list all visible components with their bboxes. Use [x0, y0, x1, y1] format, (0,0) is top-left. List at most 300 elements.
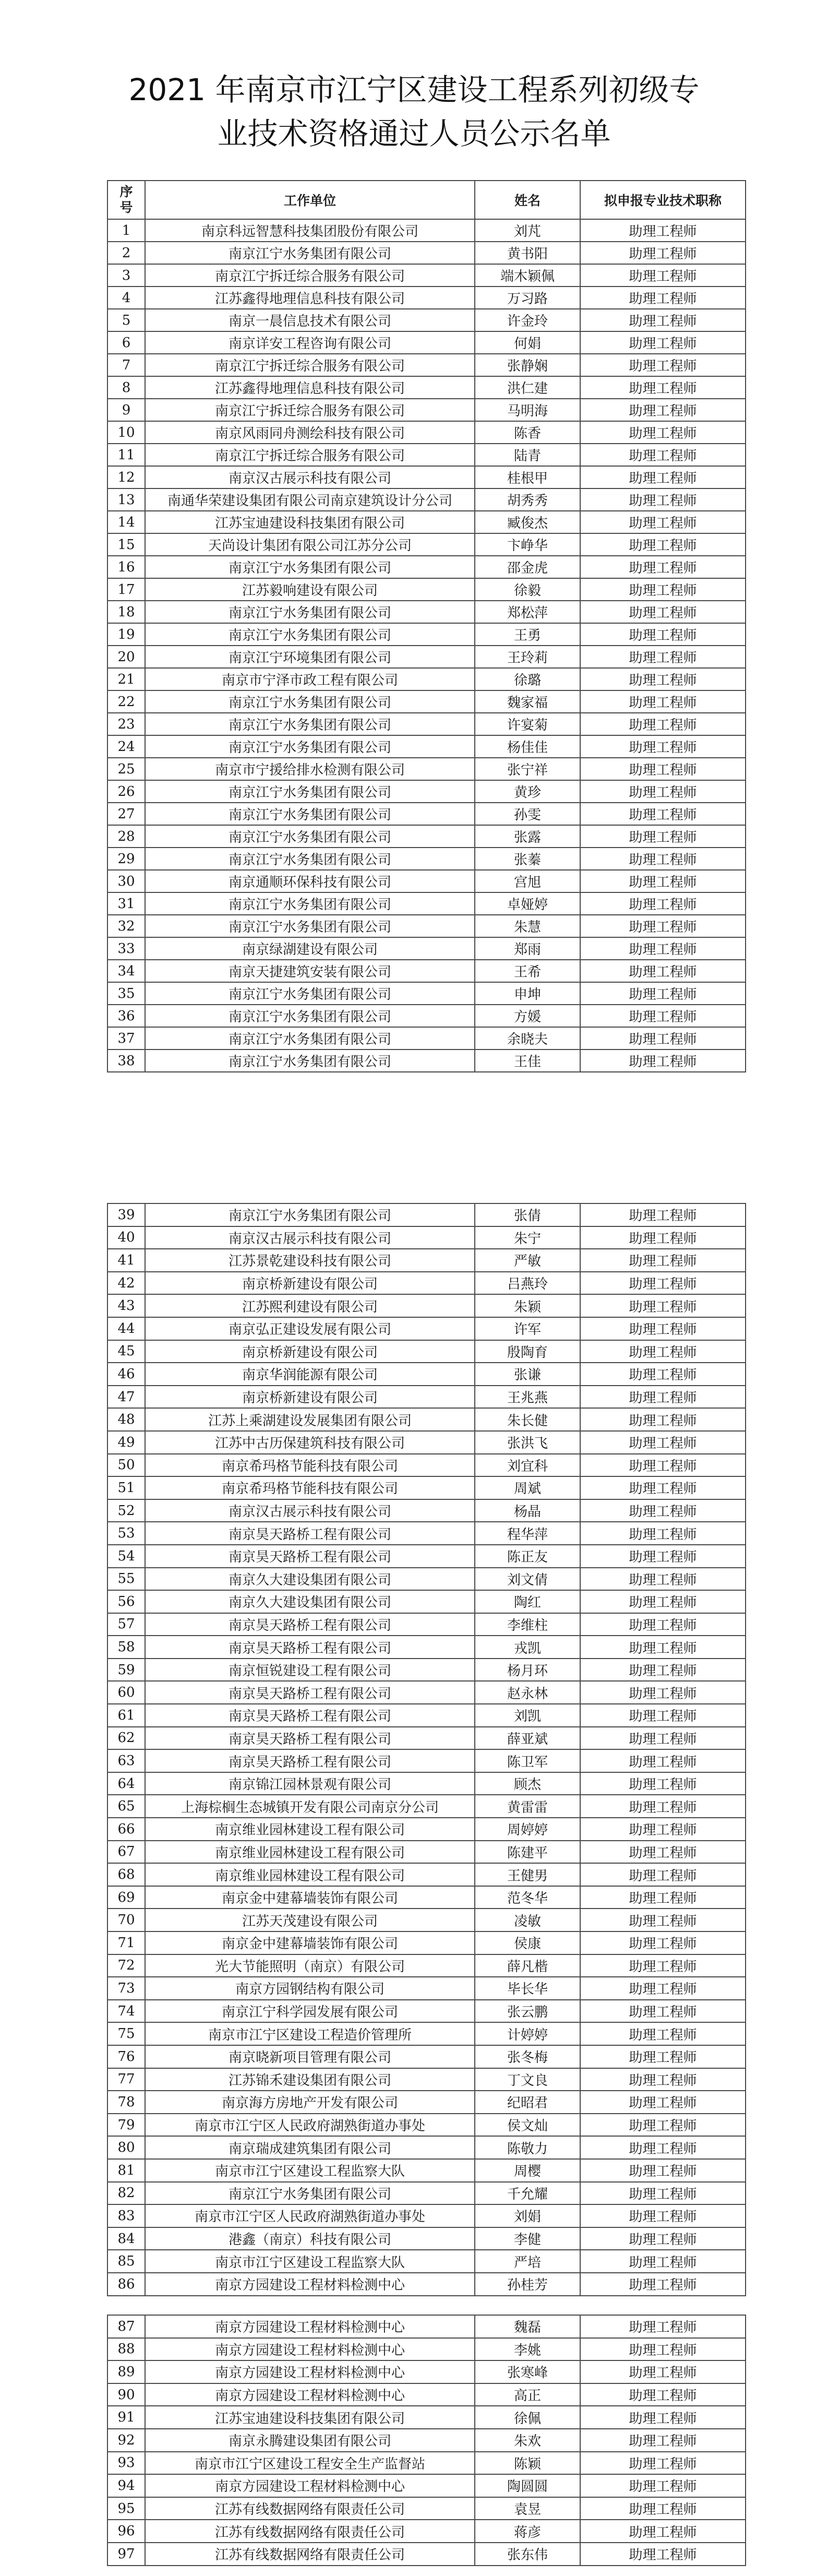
cell-seq: 19 — [107, 623, 145, 646]
cell-title: 助理工程师 — [580, 2273, 746, 2296]
cell-seq: 35 — [107, 982, 145, 1005]
cell-title: 助理工程师 — [580, 2250, 746, 2273]
table-row — [107, 1545, 746, 1568]
cell-seq: 67 — [107, 1841, 145, 1864]
cell-name: 马明海 — [475, 399, 580, 421]
cell-seq: 15 — [107, 533, 145, 556]
personnel-table-part-3 — [107, 2315, 746, 2566]
cell-title: 助理工程师 — [580, 1659, 746, 1681]
cell-title: 助理工程师 — [580, 1499, 746, 1522]
header-seq — [107, 181, 145, 219]
cell-name: 宫旭 — [475, 870, 580, 892]
cell-title: 助理工程师 — [580, 758, 746, 780]
cell-title: 助理工程师 — [580, 892, 746, 915]
cell-seq: 68 — [107, 1863, 145, 1886]
cell-seq: 48 — [107, 1408, 145, 1431]
cell-name: 陆青 — [475, 444, 580, 466]
cell-unit: 南京详安工程咨询有限公司 — [145, 331, 475, 354]
cell-seq: 33 — [107, 937, 145, 960]
cell-name: 端木颖佩 — [475, 264, 580, 287]
cell-seq: 24 — [107, 735, 145, 758]
cell-name: 魏磊 — [475, 2315, 580, 2338]
cell-title: 助理工程师 — [580, 219, 746, 242]
cell-name: 杨佳佳 — [475, 735, 580, 758]
cell-title: 助理工程师 — [580, 2338, 746, 2361]
table-row — [107, 1522, 746, 1545]
cell-unit: 南京江宁环境集团有限公司 — [145, 646, 475, 668]
cell-seq: 23 — [107, 713, 145, 735]
cell-name: 卓娅婷 — [475, 892, 580, 915]
cell-title: 助理工程师 — [580, 264, 746, 287]
cell-name: 张蓁 — [475, 848, 580, 870]
table-row — [107, 2136, 746, 2159]
cell-seq: 61 — [107, 1704, 145, 1727]
cell-seq: 93 — [107, 2452, 145, 2475]
cell-seq: 8 — [107, 376, 145, 399]
cell-unit: 南京江宁水务集团有限公司 — [145, 713, 475, 735]
table-row — [107, 1818, 746, 1841]
cell-title: 助理工程师 — [580, 1522, 746, 1545]
cell-seq: 17 — [107, 578, 145, 601]
cell-unit: 南京桥新建设有限公司 — [145, 1272, 475, 1295]
cell-title: 助理工程师 — [580, 1386, 746, 1409]
cell-seq: 4 — [107, 287, 145, 309]
table-row — [107, 1408, 746, 1431]
cell-title: 助理工程师 — [580, 2543, 746, 2566]
table-row — [107, 421, 746, 444]
header-title: 拟申报专业技术职称 — [580, 181, 746, 219]
cell-unit: 南京江宁科学园发展有限公司 — [145, 2000, 475, 2023]
cell-unit: 南京江宁水务集团有限公司 — [145, 735, 475, 758]
cell-title: 助理工程师 — [580, 2406, 746, 2429]
cell-title: 助理工程师 — [580, 2429, 746, 2452]
document-title — [0, 68, 828, 156]
table-row — [107, 623, 746, 646]
cell-unit: 南京科远智慧科技集团股份有限公司 — [145, 219, 475, 242]
cell-title: 助理工程师 — [580, 735, 746, 758]
cell-seq: 63 — [107, 1749, 145, 1772]
cell-unit: 江苏宝迪建设科技集团有限公司 — [145, 511, 475, 533]
cell-seq: 13 — [107, 488, 145, 511]
table-row — [107, 1681, 746, 1704]
cell-unit: 南京市江宁区建设工程监察大队 — [145, 2250, 475, 2273]
cell-seq: 57 — [107, 1613, 145, 1636]
table-row — [107, 1476, 746, 1499]
cell-name: 袁昱 — [475, 2497, 580, 2520]
cell-title: 助理工程师 — [580, 1931, 746, 1954]
cell-seq: 95 — [107, 2497, 145, 2520]
cell-seq: 92 — [107, 2429, 145, 2452]
cell-title: 助理工程师 — [580, 1454, 746, 1477]
cell-unit: 上海棕榈生态城镇开发有限公司南京分公司 — [145, 1795, 475, 1818]
table-row — [107, 1886, 746, 1909]
cell-unit: 南京汉古展示科技有限公司 — [145, 1499, 475, 1522]
cell-seq: 82 — [107, 2182, 145, 2205]
cell-seq: 30 — [107, 870, 145, 892]
cell-title: 助理工程师 — [580, 556, 746, 578]
table-row — [107, 1499, 746, 1522]
cell-unit: 南京瑞成建筑集团有限公司 — [145, 2136, 475, 2159]
cell-unit: 南京一晨信息技术有限公司 — [145, 309, 475, 331]
cell-name: 刘芃 — [475, 219, 580, 242]
cell-name: 王兆燕 — [475, 1386, 580, 1409]
cell-unit: 南京市江宁区建设工程造价管理所 — [145, 2022, 475, 2045]
table-row — [107, 2429, 746, 2452]
cell-title: 助理工程师 — [580, 1704, 746, 1727]
cell-title: 助理工程师 — [580, 1294, 746, 1317]
table-row — [107, 2045, 746, 2068]
cell-unit: 江苏鑫得地理信息科技有限公司 — [145, 376, 475, 399]
table-row — [107, 578, 746, 601]
table-row — [107, 1704, 746, 1727]
cell-title: 助理工程师 — [580, 1272, 746, 1295]
cell-name: 张谦 — [475, 1363, 580, 1386]
table-row — [107, 1272, 746, 1295]
table-row — [107, 915, 746, 937]
table-row — [107, 1363, 746, 1386]
table-row — [107, 1636, 746, 1659]
cell-title: 助理工程师 — [580, 780, 746, 803]
cell-name: 周斌 — [475, 1476, 580, 1499]
cell-seq: 86 — [107, 2273, 145, 2296]
cell-unit: 南京方园建设工程材料检测中心 — [145, 2273, 475, 2296]
table-row — [107, 937, 746, 960]
cell-unit: 港鑫（南京）科技有限公司 — [145, 2227, 475, 2250]
cell-title: 助理工程师 — [580, 578, 746, 601]
table-row — [107, 848, 746, 870]
cell-unit: 南京昊天路桥工程有限公司 — [145, 1545, 475, 1568]
cell-seq: 41 — [107, 1249, 145, 1272]
table-row — [107, 690, 746, 713]
cell-unit: 南京风雨同舟测绘科技有限公司 — [145, 421, 475, 444]
table-row — [107, 1027, 746, 1050]
cell-title: 助理工程师 — [580, 242, 746, 264]
cell-title: 助理工程师 — [580, 511, 746, 533]
table-row — [107, 735, 746, 758]
cell-seq: 65 — [107, 1795, 145, 1818]
table-row — [107, 1841, 746, 1864]
cell-seq: 85 — [107, 2250, 145, 2273]
cell-seq: 54 — [107, 1545, 145, 1568]
cell-unit: 南京江宁拆迁综合服务有限公司 — [145, 264, 475, 287]
cell-name: 蒋彦 — [475, 2520, 580, 2543]
cell-unit: 南京恒锐建设工程有限公司 — [145, 1659, 475, 1681]
table-row — [107, 825, 746, 848]
cell-seq: 83 — [107, 2204, 145, 2227]
cell-unit: 南京江宁水务集团有限公司 — [145, 601, 475, 623]
cell-title: 助理工程师 — [580, 466, 746, 488]
cell-title: 助理工程师 — [580, 623, 746, 646]
cell-name: 刘娟 — [475, 2204, 580, 2227]
cell-seq: 80 — [107, 2136, 145, 2159]
cell-name: 李健 — [475, 2227, 580, 2250]
cell-seq: 71 — [107, 1931, 145, 1954]
cell-title: 助理工程师 — [580, 2360, 746, 2383]
header-name: 姓名 — [475, 181, 580, 219]
cell-seq: 27 — [107, 803, 145, 825]
cell-name: 陈正友 — [475, 1545, 580, 1568]
cell-unit: 南京汉古展示科技有限公司 — [145, 1226, 475, 1249]
cell-title: 助理工程师 — [580, 1226, 746, 1249]
cell-name: 丁文良 — [475, 2068, 580, 2091]
cell-name: 朱颖 — [475, 1294, 580, 1317]
cell-name: 陶红 — [475, 1590, 580, 1613]
cell-name: 张露 — [475, 825, 580, 848]
cell-title: 助理工程师 — [580, 2136, 746, 2159]
cell-name: 王健男 — [475, 1863, 580, 1886]
cell-name: 张宁祥 — [475, 758, 580, 780]
table-row — [107, 601, 746, 623]
cell-title: 助理工程师 — [580, 2383, 746, 2406]
cell-name: 王勇 — [475, 623, 580, 646]
cell-seq: 52 — [107, 1499, 145, 1522]
title-line-1: 2021 年南京市江宁区建设工程系列初级专 — [128, 72, 700, 108]
cell-unit: 南京方园建设工程材料检测中心 — [145, 2338, 475, 2361]
cell-seq: 39 — [107, 1203, 145, 1226]
table-row — [107, 264, 746, 287]
cell-unit: 南京昊天路桥工程有限公司 — [145, 1636, 475, 1659]
cell-unit: 南京方园建设工程材料检测中心 — [145, 2315, 475, 2338]
cell-seq: 78 — [107, 2091, 145, 2114]
cell-title: 助理工程师 — [580, 1818, 746, 1841]
table-row — [107, 780, 746, 803]
cell-name: 侯康 — [475, 1931, 580, 1954]
cell-title: 助理工程师 — [580, 1476, 746, 1499]
cell-unit: 南京希玛格节能科技有限公司 — [145, 1476, 475, 1499]
table-row — [107, 2182, 746, 2205]
table-row — [107, 1749, 746, 1772]
table-row — [107, 1954, 746, 1977]
table-row — [107, 219, 746, 242]
cell-name: 陈卫军 — [475, 1749, 580, 1772]
cell-seq: 45 — [107, 1340, 145, 1363]
table-row — [107, 556, 746, 578]
cell-seq: 2 — [107, 242, 145, 264]
cell-unit: 南京江宁水务集团有限公司 — [145, 2182, 475, 2205]
table-row — [107, 1431, 746, 1454]
cell-seq: 11 — [107, 444, 145, 466]
cell-seq: 38 — [107, 1050, 145, 1072]
table-row — [107, 1727, 746, 1750]
cell-title: 助理工程师 — [580, 1977, 746, 2000]
cell-name: 刘宜科 — [475, 1454, 580, 1477]
cell-title: 助理工程师 — [580, 2000, 746, 2023]
cell-unit: 江苏熙利建设有限公司 — [145, 1294, 475, 1317]
table-row — [107, 1317, 746, 1340]
table-row — [107, 2114, 746, 2137]
cell-name: 徐毅 — [475, 578, 580, 601]
cell-name: 纪昭君 — [475, 2091, 580, 2114]
cell-name: 朱宁 — [475, 1226, 580, 1249]
cell-title: 助理工程师 — [580, 2159, 746, 2182]
cell-title: 助理工程师 — [580, 1317, 746, 1340]
cell-title: 助理工程师 — [580, 1909, 746, 1931]
table-row — [107, 668, 746, 690]
table-row — [107, 2543, 746, 2566]
cell-unit: 江苏有线数据网络有限责任公司 — [145, 2520, 475, 2543]
cell-seq: 62 — [107, 1727, 145, 1750]
cell-title: 助理工程师 — [580, 1681, 746, 1704]
cell-title: 助理工程师 — [580, 668, 746, 690]
cell-unit: 南京通顺环保科技有限公司 — [145, 870, 475, 892]
table-row — [107, 533, 746, 556]
cell-seq: 22 — [107, 690, 145, 713]
cell-unit: 南京江宁水务集团有限公司 — [145, 690, 475, 713]
cell-name: 陈敬力 — [475, 2136, 580, 2159]
cell-title: 助理工程师 — [580, 2182, 746, 2205]
cell-name: 许金玲 — [475, 309, 580, 331]
cell-name: 胡秀秀 — [475, 488, 580, 511]
cell-name: 侯文灿 — [475, 2114, 580, 2137]
cell-unit: 南京江宁拆迁综合服务有限公司 — [145, 399, 475, 421]
cell-seq: 7 — [107, 354, 145, 376]
cell-name: 许军 — [475, 1317, 580, 1340]
cell-unit: 南京方园钢结构有限公司 — [145, 1977, 475, 2000]
cell-title: 助理工程师 — [580, 1431, 746, 1454]
cell-seq: 16 — [107, 556, 145, 578]
cell-unit: 南京金中建幕墙装饰有限公司 — [145, 1931, 475, 1954]
cell-title: 助理工程师 — [580, 1863, 746, 1886]
cell-name: 黄雷雷 — [475, 1795, 580, 1818]
cell-unit: 江苏有线数据网络有限责任公司 — [145, 2497, 475, 2520]
cell-seq: 96 — [107, 2520, 145, 2543]
cell-unit: 江苏景乾建设科技有限公司 — [145, 1249, 475, 1272]
table-row — [107, 2338, 746, 2361]
cell-title: 助理工程师 — [580, 376, 746, 399]
cell-name: 孙雯 — [475, 803, 580, 825]
table-row — [107, 803, 746, 825]
cell-seq: 81 — [107, 2159, 145, 2182]
cell-title: 助理工程师 — [580, 2204, 746, 2227]
cell-name: 桂根甲 — [475, 466, 580, 488]
cell-unit: 南京昊天路桥工程有限公司 — [145, 1727, 475, 1750]
cell-unit: 天尚设计集团有限公司江苏分公司 — [145, 533, 475, 556]
cell-title: 助理工程师 — [580, 1749, 746, 1772]
table-row — [107, 982, 746, 1005]
cell-unit: 南京昊天路桥工程有限公司 — [145, 1749, 475, 1772]
cell-title: 助理工程师 — [580, 803, 746, 825]
table-row — [107, 2360, 746, 2383]
cell-unit: 南京久大建设集团有限公司 — [145, 1568, 475, 1591]
cell-seq: 53 — [107, 1522, 145, 1545]
cell-title: 助理工程师 — [580, 533, 746, 556]
cell-seq: 72 — [107, 1954, 145, 1977]
table-row — [107, 1590, 746, 1613]
cell-title: 助理工程师 — [580, 1568, 746, 1591]
cell-name: 赵永林 — [475, 1681, 580, 1704]
table-row — [107, 1386, 746, 1409]
cell-unit: 南京江宁水务集团有限公司 — [145, 825, 475, 848]
cell-unit: 南京江宁拆迁综合服务有限公司 — [145, 444, 475, 466]
cell-name: 毕长华 — [475, 1977, 580, 2000]
cell-seq: 90 — [107, 2383, 145, 2406]
cell-seq: 49 — [107, 1431, 145, 1454]
table-row — [107, 2452, 746, 2475]
table-row — [107, 399, 746, 421]
table-row — [107, 1203, 746, 1226]
cell-name: 孙桂芳 — [475, 2273, 580, 2296]
table-row — [107, 242, 746, 264]
cell-name: 严敏 — [475, 1249, 580, 1272]
table-row — [107, 1249, 746, 1272]
cell-unit: 南通华荣建设集团有限公司南京建筑设计分公司 — [145, 488, 475, 511]
cell-seq: 66 — [107, 1818, 145, 1841]
cell-name: 王玲莉 — [475, 646, 580, 668]
table-row — [107, 1977, 746, 2000]
table-row — [107, 1050, 746, 1072]
cell-seq: 75 — [107, 2022, 145, 2045]
cell-name: 万习路 — [475, 287, 580, 309]
table-row — [107, 331, 746, 354]
table-row — [107, 960, 746, 982]
table-row — [107, 488, 746, 511]
cell-seq: 87 — [107, 2315, 145, 2338]
cell-name: 何娟 — [475, 331, 580, 354]
cell-seq: 51 — [107, 1476, 145, 1499]
cell-unit: 江苏毅响建设有限公司 — [145, 578, 475, 601]
cell-seq: 88 — [107, 2338, 145, 2361]
table-row — [107, 309, 746, 331]
cell-unit: 南京昊天路桥工程有限公司 — [145, 1704, 475, 1727]
cell-name: 方媛 — [475, 1005, 580, 1027]
table-row — [107, 1340, 746, 1363]
cell-title: 助理工程师 — [580, 2045, 746, 2068]
cell-name: 范冬华 — [475, 1886, 580, 1909]
cell-unit: 南京江宁水务集团有限公司 — [145, 1050, 475, 1072]
cell-seq: 20 — [107, 646, 145, 668]
cell-title: 助理工程师 — [580, 1772, 746, 1795]
table-row — [107, 1454, 746, 1477]
table-row — [107, 870, 746, 892]
table-row — [107, 1005, 746, 1027]
cell-name: 邵金虎 — [475, 556, 580, 578]
table-row — [107, 2315, 746, 2338]
cell-seq: 3 — [107, 264, 145, 287]
cell-title: 助理工程师 — [580, 331, 746, 354]
table-row — [107, 444, 746, 466]
cell-seq: 40 — [107, 1226, 145, 1249]
table-row — [107, 758, 746, 780]
cell-name: 高正 — [475, 2383, 580, 2406]
cell-title: 助理工程师 — [580, 2227, 746, 2250]
cell-unit: 南京市江宁区建设工程监察大队 — [145, 2159, 475, 2182]
table-row — [107, 1294, 746, 1317]
cell-seq: 26 — [107, 780, 145, 803]
cell-name: 陈香 — [475, 421, 580, 444]
cell-seq: 89 — [107, 2360, 145, 2383]
cell-name: 余晓夫 — [475, 1027, 580, 1050]
cell-seq: 77 — [107, 2068, 145, 2091]
cell-seq: 10 — [107, 421, 145, 444]
cell-name: 千允耀 — [475, 2182, 580, 2205]
cell-title: 助理工程师 — [580, 1795, 746, 1818]
cell-seq: 42 — [107, 1272, 145, 1295]
cell-name: 陶圆圆 — [475, 2474, 580, 2497]
cell-unit: 南京市江宁区人民政府湖熟街道办事处 — [145, 2114, 475, 2137]
cell-name: 张云鹏 — [475, 2000, 580, 2023]
cell-unit: 南京江宁水务集团有限公司 — [145, 803, 475, 825]
cell-seq: 74 — [107, 2000, 145, 2023]
cell-seq: 28 — [107, 825, 145, 848]
cell-unit: 江苏上乘湖建设发展集团有限公司 — [145, 1408, 475, 1431]
cell-name: 魏家福 — [475, 690, 580, 713]
cell-name: 杨晶 — [475, 1499, 580, 1522]
cell-unit: 南京海方房地产开发有限公司 — [145, 2091, 475, 2114]
table-row — [107, 2406, 746, 2429]
cell-unit: 南京江宁水务集团有限公司 — [145, 242, 475, 264]
cell-name: 吕燕玲 — [475, 1272, 580, 1295]
cell-unit: 南京锦江园林景观有限公司 — [145, 1772, 475, 1795]
